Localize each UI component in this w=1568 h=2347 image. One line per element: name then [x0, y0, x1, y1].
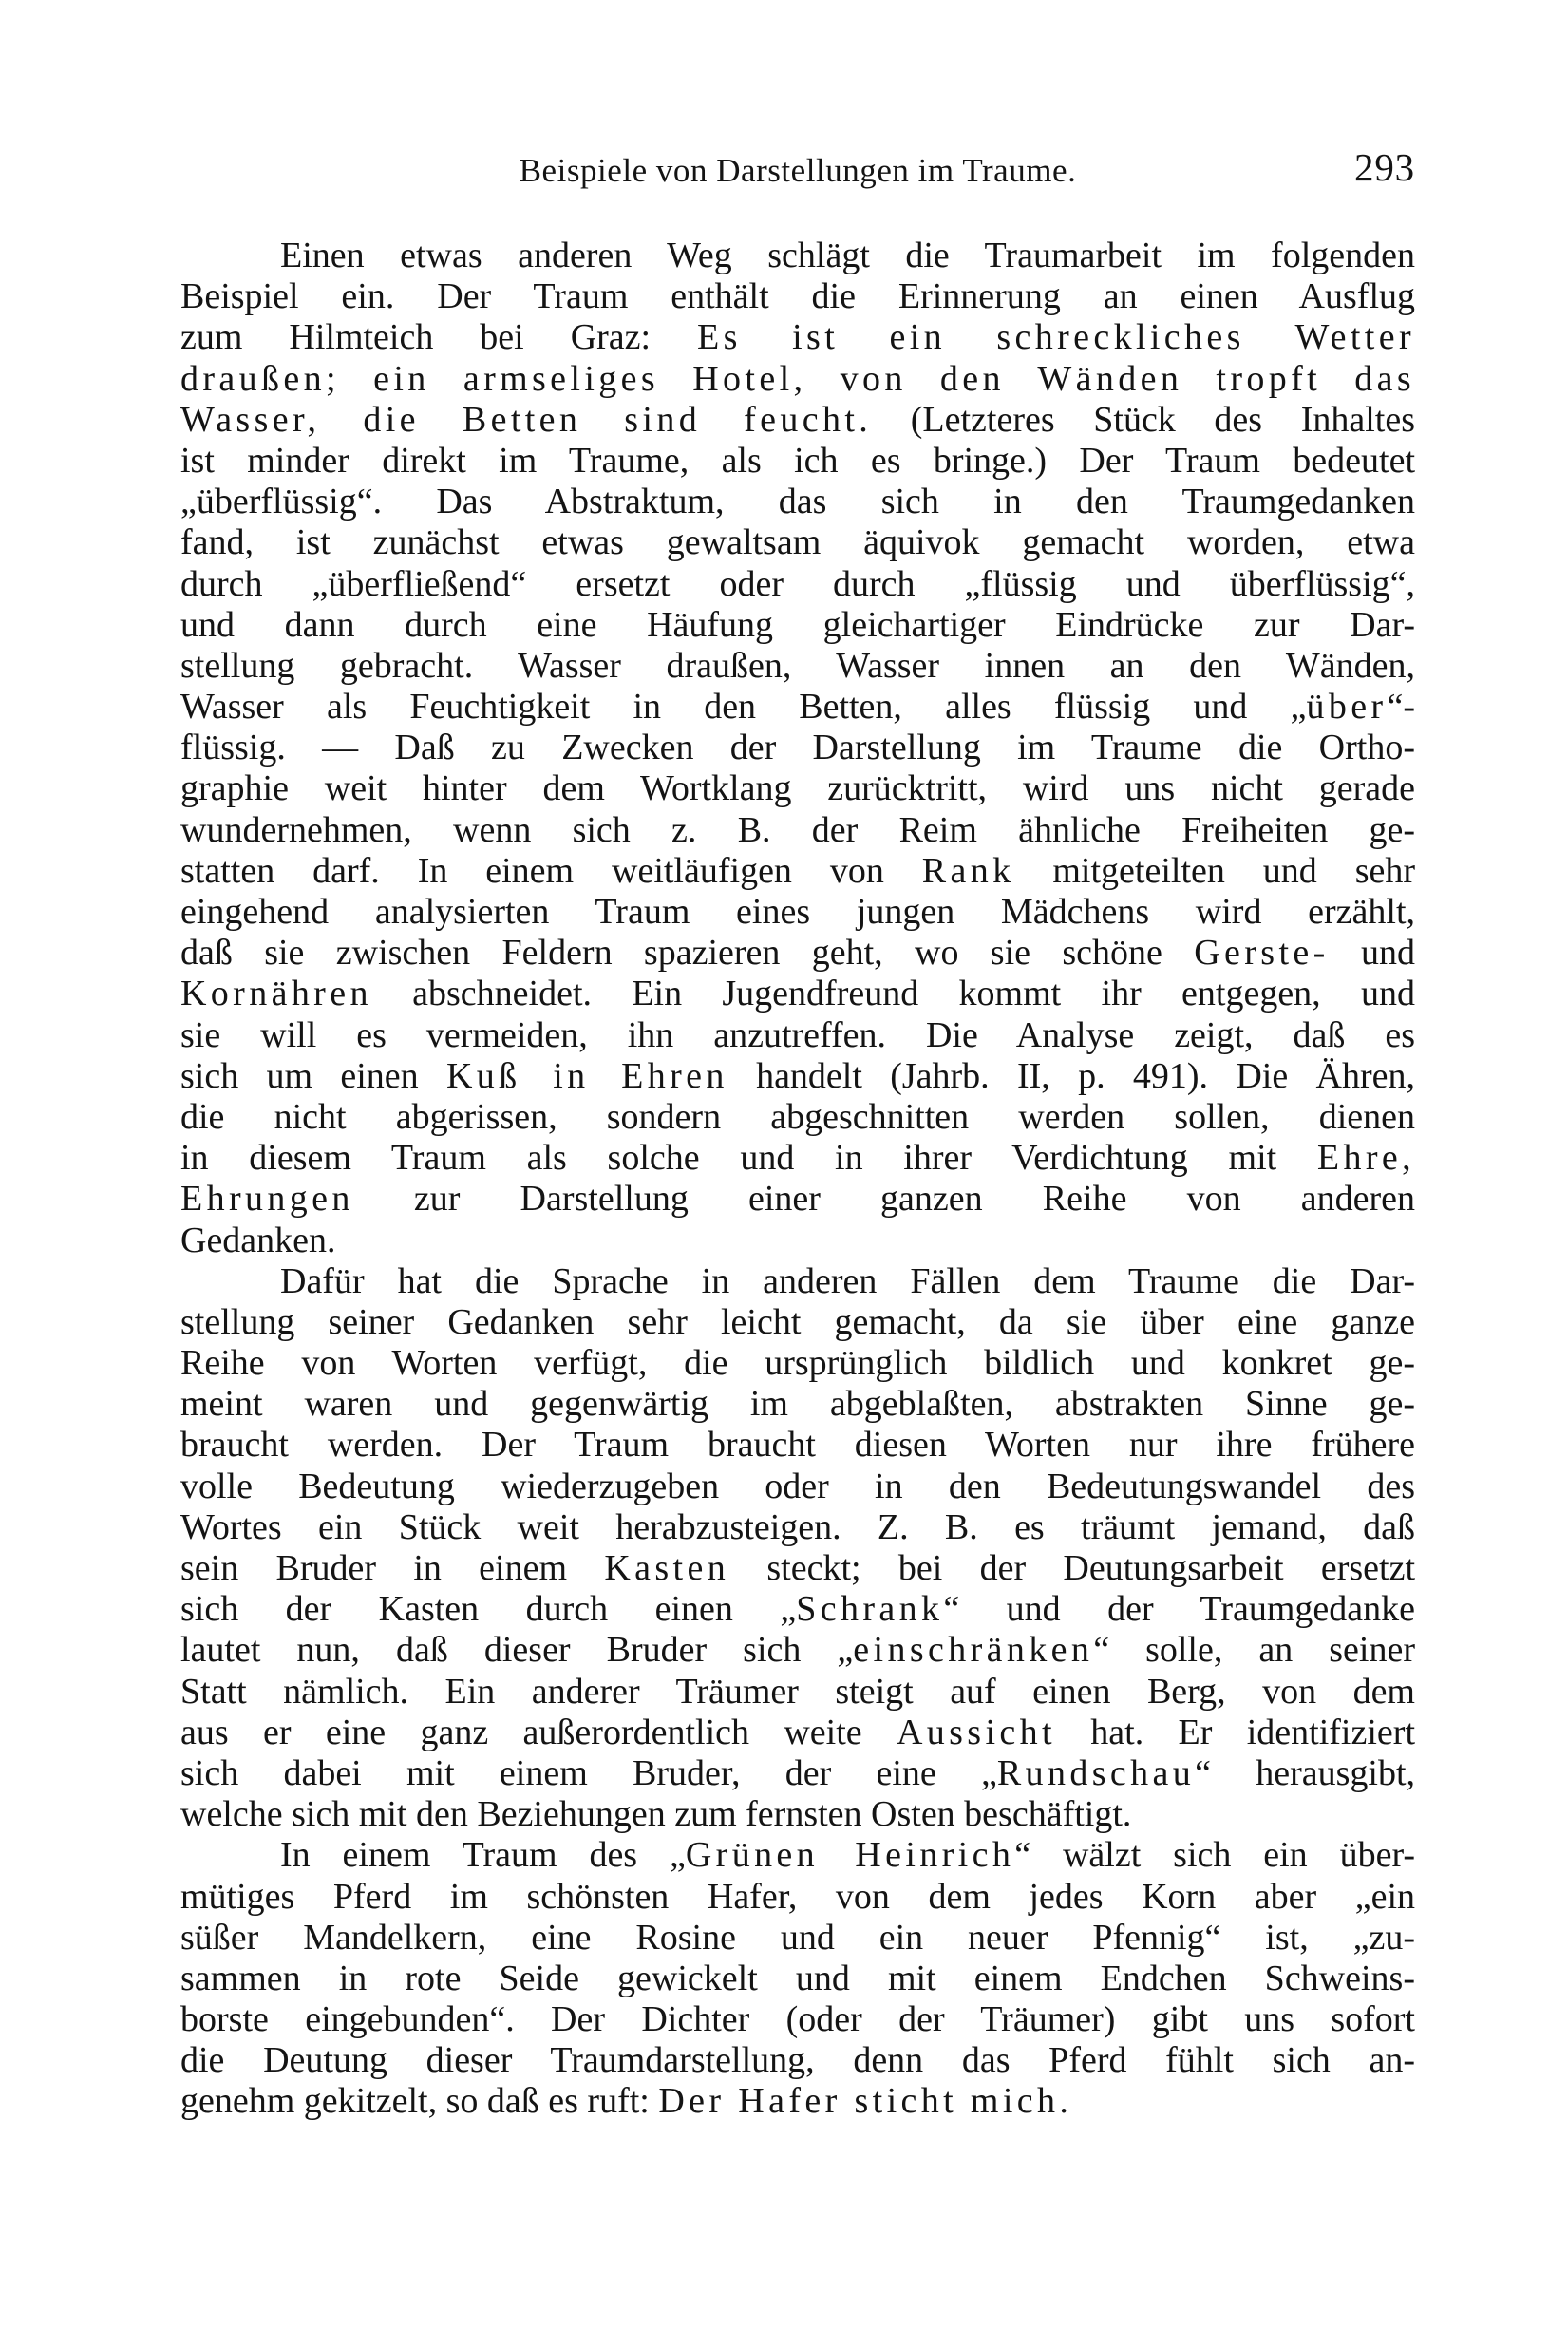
text-segment: “- [1387, 687, 1415, 728]
text-segment: Statt nämlich. Ein anderer Träumer steigt auf einen Berg, von dem [180, 1671, 1415, 1712]
text-block [180, 236, 1415, 2123]
text-line [180, 1548, 1415, 1589]
text-line [180, 1015, 1415, 1056]
text-line [180, 236, 1415, 276]
text-segment: Beispiel ein. Der Traum enthält die Erinnerung an einen Ausflug [180, 276, 1415, 317]
text-line [180, 1221, 1415, 1261]
text-segment: sich der Kasten durch einen „ [180, 1589, 797, 1630]
text-segment: “ und der Traumgedanke [943, 1589, 1415, 1630]
text-segment: Einen etwas anderen Weg schlägt die Traumarbeit im folgenden [280, 236, 1415, 275]
text-line [180, 1713, 1415, 1753]
text-segment: sie will es vermeiden, ihn anzutreffen. Die Analyse zeigt, daß es [180, 1014, 1415, 1055]
text-segment: handelt (Jahrb. II, p. 491). Die Ähren, [727, 1055, 1415, 1096]
text-segment: und dann durch eine Häufung gleichartiger Eindrücke zur Dar- [180, 604, 1415, 645]
text-segment: lautet nun, daß dieser Bruder sich „ [180, 1630, 854, 1671]
running-head: Beispiele von Darstellungen im Traume. [519, 152, 1077, 189]
text-segment: steckt; bei der Deutungsarbeit ersetzt [729, 1548, 1416, 1588]
spaced-emphasis-text: einschränken [853, 1630, 1094, 1671]
text-line [180, 1467, 1415, 1507]
text-segment: die nicht abgerissen, sondern abgeschnitten werden sollen, dienen [180, 1096, 1415, 1137]
text-segment: Reihe von Worten verfügt, die ursprünglich bildlich und konkret ge- [180, 1343, 1415, 1384]
text-segment: in diesem Traum als solche und in ihrer Verdichtung mit [180, 1138, 1317, 1179]
text-segment: mütiges Pferd im schönsten Hafer, von dem jedes Korn aber „ein [180, 1876, 1415, 1917]
spaced-emphasis-text: draußen; ein armseliges Hotel, von den Wänden tropft das [180, 358, 1415, 399]
text-line [180, 1959, 1415, 1999]
text-line [180, 1097, 1415, 1138]
text-segment: meint waren und gegenwärtig im abgeblaßten, abstrakten Sinne ge- [180, 1384, 1415, 1425]
text-line [180, 1261, 1415, 1302]
text-segment: abschneidet. Ein Jugendfreund kommt ihr entgegen, und [371, 974, 1415, 1014]
text-line [180, 317, 1415, 358]
text-segment: sein Bruder in einem [180, 1548, 605, 1588]
text-segment: ist minder direkt im Traume, als ich es bringe.) Der Traum bedeutet [180, 440, 1415, 481]
text-segment: hat. Er identifiziert [1055, 1712, 1415, 1752]
text-line [180, 1589, 1415, 1630]
text-line [180, 1138, 1415, 1179]
text-line [180, 1999, 1415, 2040]
text-segment: eingehend analysierten Traum eines jungen Mädchens wird erzählt, [180, 892, 1415, 932]
text-segment: flüssig. — Daß zu Zwecken der Darstellung im Traume die Ortho- [180, 728, 1415, 768]
text-segment: “ wälzt sich ein über- [1014, 1835, 1415, 1876]
spaced-emphasis-text: Ehre, [1316, 1138, 1415, 1179]
spaced-emphasis-text: Rundschau [996, 1752, 1196, 1793]
text-segment: “ solle, an seiner [1093, 1630, 1416, 1671]
text-segment: Gedanken. [180, 1220, 336, 1260]
text-segment: sich um einen [180, 1055, 446, 1096]
text-segment: In einem Traum des „ [280, 1835, 686, 1876]
text-segment: volle Bedeutung wiederzugeben oder in den Bedeutungswandel des [180, 1466, 1415, 1506]
spaced-emphasis-text: Ehrungen [180, 1179, 354, 1220]
text-line [180, 1507, 1415, 1548]
text-segment: genehm gekitzelt, so daß es ruft: [180, 2081, 659, 2122]
spaced-emphasis-text: Gerste- [1194, 933, 1330, 974]
text-segment: „überflüssig“. Das Abstraktum, das sich in den Traumgedanken [180, 482, 1415, 522]
text-segment: Wasser als Feuchtigkeit in den Betten, alles flüssig und „ [180, 687, 1307, 728]
spaced-emphasis-text: Schrank [796, 1589, 944, 1630]
spaced-emphasis-text: Aussicht [896, 1712, 1056, 1752]
text-segment: “ herausgibt, [1195, 1752, 1416, 1793]
text-segment: stellung seiner Gedanken sehr leicht gemacht, da sie über eine ganze [180, 1301, 1415, 1342]
text-segment: und [1329, 933, 1416, 974]
text-segment: sich dabei mit einem Bruder, der eine „ [180, 1752, 997, 1793]
spaced-emphasis-text: Es ist ein schreckliches Wetter [697, 317, 1415, 358]
text-segment: süßer Mandelkern, eine Rosine und ein neuer Pfennig“ ist, „zu- [180, 1917, 1415, 1958]
text-segment: daß sie zwischen Feldern spazieren geht, wo sie schöne [180, 933, 1195, 974]
text-line [180, 892, 1415, 933]
page-number: 293 [1354, 145, 1415, 189]
text-line [180, 933, 1415, 974]
text-line [180, 400, 1415, 441]
text-line [180, 1753, 1415, 1794]
text-segment: zur Darstellung einer ganzen Reihe von anderen [353, 1179, 1415, 1220]
spaced-emphasis-text: Kasten [604, 1548, 730, 1588]
text-line [180, 974, 1415, 1014]
text-line [180, 522, 1415, 563]
text-line [180, 687, 1415, 728]
text-segment: Wortes ein Stück weit herabzusteigen. Z. B. es träumt jemand, daß [180, 1506, 1415, 1547]
spaced-emphasis-text: Grünen Heinrich [685, 1835, 1015, 1876]
text-line [180, 1794, 1415, 1835]
text-line [180, 728, 1415, 768]
spaced-emphasis-text: über [1306, 687, 1388, 728]
text-line [180, 1877, 1415, 1918]
text-line [180, 768, 1415, 809]
text-line [180, 810, 1415, 851]
text-segment: welche sich mit den Beziehungen zum fernsten Osten beschäftigt. [180, 1794, 1132, 1835]
text-segment: (Letzteres Stück des Inhaltes [872, 399, 1415, 440]
spaced-emphasis-text: Der Hafer sticht mich. [658, 2081, 1073, 2122]
spaced-emphasis-text: Kuß in Ehren [445, 1055, 728, 1096]
text-segment: braucht werden. Der Traum braucht diesen Worten nur ihre frühere [180, 1425, 1415, 1466]
text-line [180, 564, 1415, 605]
text-segment: durch „überfließend“ ersetzt oder durch „flüssig und überflüssig“, [180, 563, 1415, 604]
text-line [180, 1343, 1415, 1384]
text-line [180, 646, 1415, 687]
text-segment: borste eingebunden“. Der Dichter (oder der Träumer) gibt uns sofort [180, 1999, 1415, 2040]
page-header [180, 145, 1415, 199]
text-line [180, 605, 1415, 646]
text-segment: fand, ist zunächst etwas gewaltsam äquivok gemacht worden, etwa [180, 522, 1415, 563]
text-line [180, 359, 1415, 400]
text-segment: stellung gebracht. Wasser draußen, Wasser innen an den Wänden, [180, 645, 1415, 686]
text-line [180, 1918, 1415, 1959]
spaced-emphasis-text: Kornähren [180, 974, 372, 1014]
spaced-emphasis-text: Rank [921, 850, 1015, 891]
text-line [180, 1835, 1415, 1876]
text-line [180, 482, 1415, 522]
text-line [180, 2040, 1415, 2081]
text-line [180, 1179, 1415, 1220]
text-segment: wundernehmen, wenn sich z. B. der Reim ähnliche Freiheiten ge- [180, 809, 1415, 850]
spaced-emphasis-text: Wasser, die Betten sind feucht. [180, 399, 873, 440]
text-line [180, 1302, 1415, 1343]
text-line [180, 2081, 1415, 2122]
text-segment: statten darf. In einem weitläufigen von [180, 850, 922, 891]
text-segment: zum Hilmteich bei Graz: [180, 317, 698, 358]
text-line [180, 1425, 1415, 1466]
text-segment: die Deutung dieser Traumdarstellung, denn das Pferd fühlt sich an- [180, 2040, 1415, 2081]
text-segment: Dafür hat die Sprache in anderen Fällen dem Traume die Dar- [280, 1260, 1415, 1301]
text-line [180, 441, 1415, 482]
text-line [180, 1056, 1415, 1097]
text-line [180, 1672, 1415, 1713]
text-segment: sammen in rote Seide gewickelt und mit einem Endchen Schweins- [180, 1958, 1415, 1998]
text-line [180, 276, 1415, 317]
text-segment: mitgeteilten und sehr [1014, 850, 1416, 891]
text-segment: aus er eine ganz außerordentlich weite [180, 1712, 897, 1752]
text-line [180, 1384, 1415, 1425]
text-segment: graphie weit hinter dem Wortklang zurücktritt, wird uns nicht gerade [180, 768, 1415, 809]
text-line [180, 851, 1415, 892]
text-line [180, 1630, 1415, 1671]
